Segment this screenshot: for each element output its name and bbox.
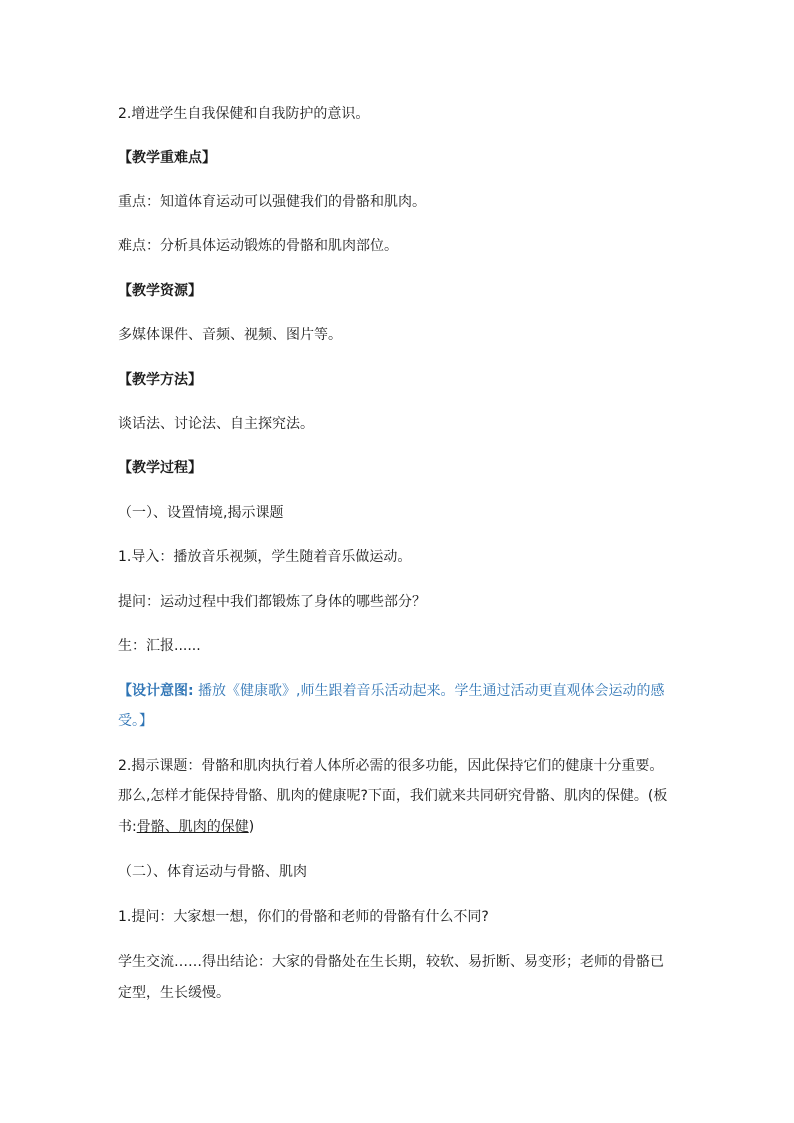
key-point: 重点：知道体育运动可以强健我们的骨骼和肌肉。 <box>118 194 426 210</box>
heading-process: 【教学过程】 <box>118 460 202 476</box>
board-prefix: 书: <box>118 819 137 835</box>
section-1-title: （一）、设置情境,揭示课题 <box>118 505 284 521</box>
reveal-topic-line-1: 2.揭示课题：骨骼和肌肉执行着人体所必需的很多功能，因此保持它们的健康十分重要。 <box>118 758 664 774</box>
exchange-line-1: 学生交流……得出结论：大家的骨骼处在生长期，较软、易折断、易变形；老师的骨骼已 <box>118 954 664 970</box>
student-report: 生：汇报...... <box>118 638 201 654</box>
design-intent-label: 【设计意图: <box>118 683 194 699</box>
heading-resources: 【教学资源】 <box>118 283 202 299</box>
reveal-topic-line-3 <box>118 817 678 837</box>
exchange-line-2: 定型，生长缓慢。 <box>118 985 230 1001</box>
heading-key-points: 【教学重难点】 <box>118 150 216 166</box>
question-1: 1.提问：大家想一想，你们的骨骼和老师的骨骼有什么不同? <box>118 909 489 925</box>
design-intent-text: 播放《健康歌》,师生跟着音乐活动起来。学生通过活动更直观体会运动的感 <box>193 683 665 699</box>
section-2-title: （二）、体育运动与骨骼、肌肉 <box>118 864 307 880</box>
intro-step: 1.导入：播放音乐视频，学生随着音乐做运动。 <box>118 549 412 565</box>
difficult-point: 难点：分析具体运动锻炼的骨骼和肌肉部位。 <box>118 238 398 254</box>
question-text: 提问：运动过程中我们都锻炼了身体的哪些部分？ <box>118 594 426 610</box>
heading-methods: 【教学方法】 <box>118 372 202 388</box>
reveal-topic-line-2: 那么,怎样才能保持骨骼、肌肉的健康呢?下面，我们就来共同研究骨骼、肌肉的保健。(板 <box>118 788 668 804</box>
methods-text: 谈话法、讨论法、自主探究法。 <box>118 416 314 432</box>
design-intent-line-1 <box>118 681 678 701</box>
board-suffix: ) <box>248 819 255 835</box>
board-title: 骨骼、肌肉的保健 <box>136 819 249 835</box>
objective-2: 2.增进学生自我保健和自我防护的意识。 <box>118 106 370 122</box>
design-intent-line-2: 受。】 <box>118 713 153 729</box>
resources-text: 多媒体课件、音频、视频、图片等。 <box>118 327 342 343</box>
